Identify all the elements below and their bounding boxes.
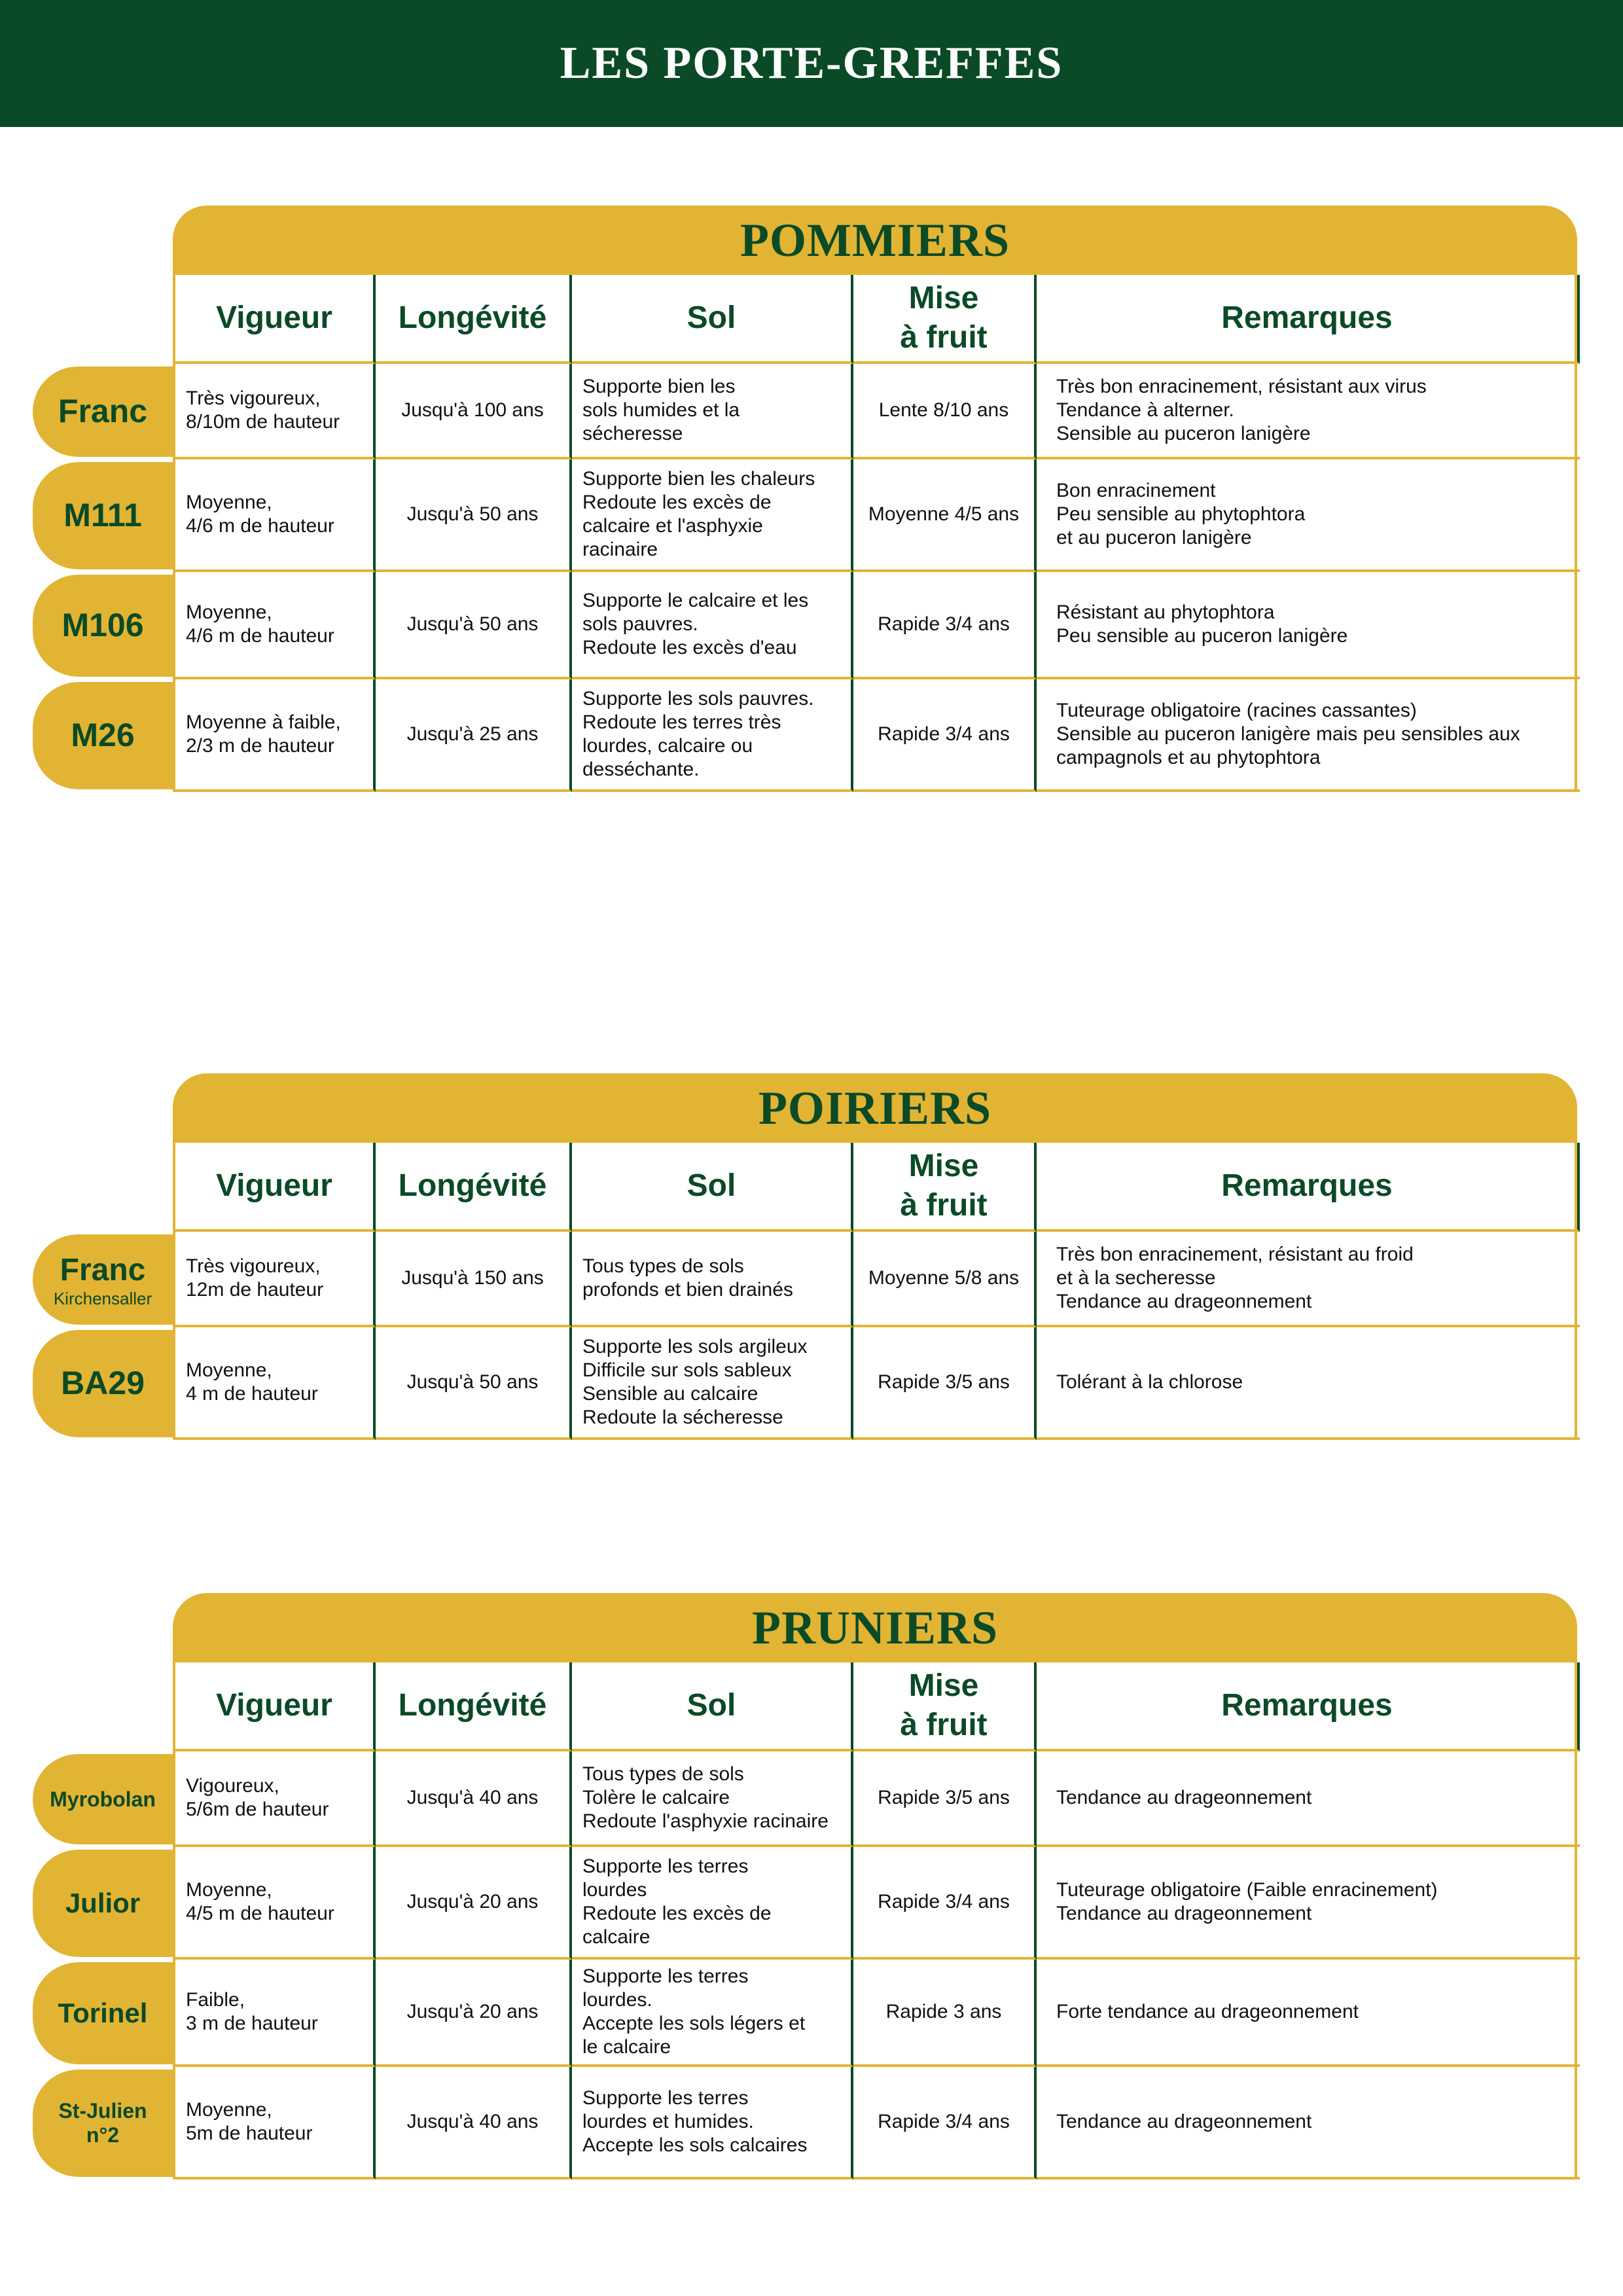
cell-vigueur: Faible, 3 m de hauteur: [175, 1960, 376, 2067]
cell-vigueur: Moyenne à faible, 2/3 m de hauteur: [175, 679, 376, 792]
section-title-text: POMMIERS: [740, 213, 1010, 266]
cell-mise-a-fruit: Rapide 3/4 ans: [853, 1847, 1037, 1960]
cell-mise-a-fruit: Rapide 3 ans: [853, 1960, 1037, 2067]
cell-longevite: Jusqu'à 25 ans: [376, 679, 572, 792]
cell-remarques: Tendance au drageonnement: [1037, 2067, 1580, 2179]
cell-mise-a-fruit: Rapide 3/4 ans: [853, 679, 1037, 792]
rootstock-name: St-Julien n°2: [58, 2099, 147, 2147]
column-header-sol: Sol: [572, 1662, 853, 1751]
cell-sol: Supporte bien les sols humides et la sécheresse: [572, 364, 853, 459]
page-header-banner: [0, 0, 1623, 127]
column-header-mise-a-fruit: Mise à fruit: [853, 275, 1037, 364]
cell-mise-a-fruit: Rapide 3/5 ans: [853, 1327, 1037, 1440]
rootstock-label: [33, 2070, 173, 2177]
rootstock-name: M26: [71, 717, 135, 754]
cell-mise-a-fruit: Rapide 3/4 ans: [853, 2067, 1037, 2179]
column-header-longevite: Longévité: [376, 1662, 572, 1751]
rootstock-name: M106: [62, 607, 144, 644]
column-header-longevite: Longévité: [376, 1143, 572, 1232]
rootstock-table: [173, 275, 1577, 792]
column-header-remarques: Remarques: [1037, 1662, 1580, 1751]
cell-vigueur: Moyenne, 4/5 m de hauteur: [175, 1847, 376, 1960]
cell-sol: Supporte bien les chaleurs Redoute les excès de calcaire et l'asphyxie racinaire: [572, 459, 853, 572]
cell-remarques: Très bon enracinement, résistant aux virus Tendance à alterner. Sensible au puceron lanigère: [1037, 364, 1580, 459]
column-header-vigueur: Vigueur: [175, 1143, 376, 1232]
column-header-sol: Sol: [572, 275, 853, 364]
cell-remarques: Forte tendance au drageonnement: [1037, 1960, 1580, 2067]
cell-vigueur: Très vigoureux, 8/10m de hauteur: [175, 364, 376, 459]
cell-mise-a-fruit: Lente 8/10 ans: [853, 364, 1037, 459]
cell-mise-a-fruit: Moyenne 5/8 ans: [853, 1232, 1037, 1327]
rootstock-label: [33, 1754, 173, 1844]
rootstock-table: [173, 1662, 1577, 2179]
cell-sol: Supporte les terres lourdes et humides. Accepte les sols calcaires: [572, 2067, 853, 2179]
section-title: [173, 1073, 1577, 1143]
cell-longevite: Jusqu'à 20 ans: [376, 1847, 572, 1960]
rootstock-name: BA29: [61, 1365, 145, 1402]
cell-mise-a-fruit: Rapide 3/4 ans: [853, 572, 1037, 679]
rootstock-label: [33, 1234, 173, 1325]
rootstock-table: [173, 1143, 1577, 1440]
rootstock-label: [33, 367, 173, 457]
cell-sol: Supporte les terres lourdes Redoute les excès de calcaire: [572, 1847, 853, 1960]
rootstock-label: [33, 1850, 173, 1957]
cell-vigueur: Moyenne, 4 m de hauteur: [175, 1327, 376, 1440]
cell-sol: Supporte les terres lourdes. Accepte les sols légers et le calcaire: [572, 1960, 853, 2067]
cell-vigueur: Vigoureux, 5/6m de hauteur: [175, 1751, 376, 1847]
cell-longevite: Jusqu'à 50 ans: [376, 572, 572, 679]
cell-sol: Supporte les sols pauvres. Redoute les terres très lourdes, calcaire ou desséchante.: [572, 679, 853, 792]
section-title-text: POIRIERS: [758, 1081, 992, 1134]
cell-sol: Tous types de sols profonds et bien drainés: [572, 1232, 853, 1327]
cell-remarques: Tuteurage obligatoire (racines cassantes) Sensible au puceron lanigère mais peu sensibles aux campagnols et au phytophtora: [1037, 679, 1580, 792]
cell-vigueur: Moyenne, 5m de hauteur: [175, 2067, 376, 2179]
section-title: [173, 1593, 1577, 1662]
cell-remarques: Tuteurage obligatoire (Faible enracinement) Tendance au drageonnement: [1037, 1847, 1580, 1960]
cell-sol: Supporte les sols argileux Difficile sur sols sableux Sensible au calcaire Redoute la sécheresse: [572, 1327, 853, 1440]
cell-vigueur: Moyenne, 4/6 m de hauteur: [175, 572, 376, 679]
cell-longevite: Jusqu'à 150 ans: [376, 1232, 572, 1327]
cell-sol: Supporte le calcaire et les sols pauvres. Redoute les excès d'eau: [572, 572, 853, 679]
cell-vigueur: Très vigoureux, 12m de hauteur: [175, 1232, 376, 1327]
cell-remarques: Tendance au drageonnement: [1037, 1751, 1580, 1847]
rootstock-label: [33, 1330, 173, 1437]
cell-mise-a-fruit: Moyenne 4/5 ans: [853, 459, 1037, 572]
column-header-sol: Sol: [572, 1143, 853, 1232]
column-header-vigueur: Vigueur: [175, 275, 376, 364]
cell-longevite: Jusqu'à 50 ans: [376, 459, 572, 572]
rootstock-label: [33, 462, 173, 569]
cell-remarques: Très bon enracinement, résistant au froid et à la secheresse Tendance au drageonnement: [1037, 1232, 1580, 1327]
column-header-mise-a-fruit: Mise à fruit: [853, 1143, 1037, 1232]
rootstock-name: Julior: [65, 1887, 141, 1918]
column-header-remarques: Remarques: [1037, 275, 1580, 364]
cell-longevite: Jusqu'à 40 ans: [376, 2067, 572, 2179]
column-header-mise-a-fruit: Mise à fruit: [853, 1662, 1037, 1751]
column-header-vigueur: Vigueur: [175, 1662, 376, 1751]
column-header-remarques: Remarques: [1037, 1143, 1580, 1232]
column-header-longevite: Longévité: [376, 275, 572, 364]
section-title-text: PRUNIERS: [751, 1601, 999, 1654]
rootstock-name: M111: [63, 497, 142, 534]
rootstock-name: Franc: [60, 1253, 146, 1288]
section-title: [173, 206, 1577, 275]
cell-longevite: Jusqu'à 20 ans: [376, 1960, 572, 2067]
cell-remarques: Bon enracinement Peu sensible au phytophtora et au puceron lanigère: [1037, 459, 1580, 572]
cell-longevite: Jusqu'à 50 ans: [376, 1327, 572, 1440]
cell-sol: Tous types de sols Tolère le calcaire Redoute l'asphyxie racinaire: [572, 1751, 853, 1847]
rootstock-name: Myrobolan: [50, 1787, 156, 1811]
rootstock-label: [33, 575, 173, 677]
rootstock-sublabel: Kirchensaller: [53, 1288, 152, 1308]
rootstock-name: Franc: [58, 393, 148, 430]
rootstock-label: [33, 1962, 173, 2064]
rootstock-name: Torinel: [58, 1997, 148, 2028]
cell-longevite: Jusqu'à 100 ans: [376, 364, 572, 459]
cell-vigueur: Moyenne, 4/6 m de hauteur: [175, 459, 376, 572]
cell-mise-a-fruit: Rapide 3/5 ans: [853, 1751, 1037, 1847]
rootstock-label: [33, 682, 173, 789]
cell-remarques: Tolérant à la chlorose: [1037, 1327, 1580, 1440]
page-title: LES PORTE-GREFFES: [560, 38, 1063, 88]
cell-remarques: Résistant au phytophtora Peu sensible au puceron lanigère: [1037, 572, 1580, 679]
cell-longevite: Jusqu'à 40 ans: [376, 1751, 572, 1847]
